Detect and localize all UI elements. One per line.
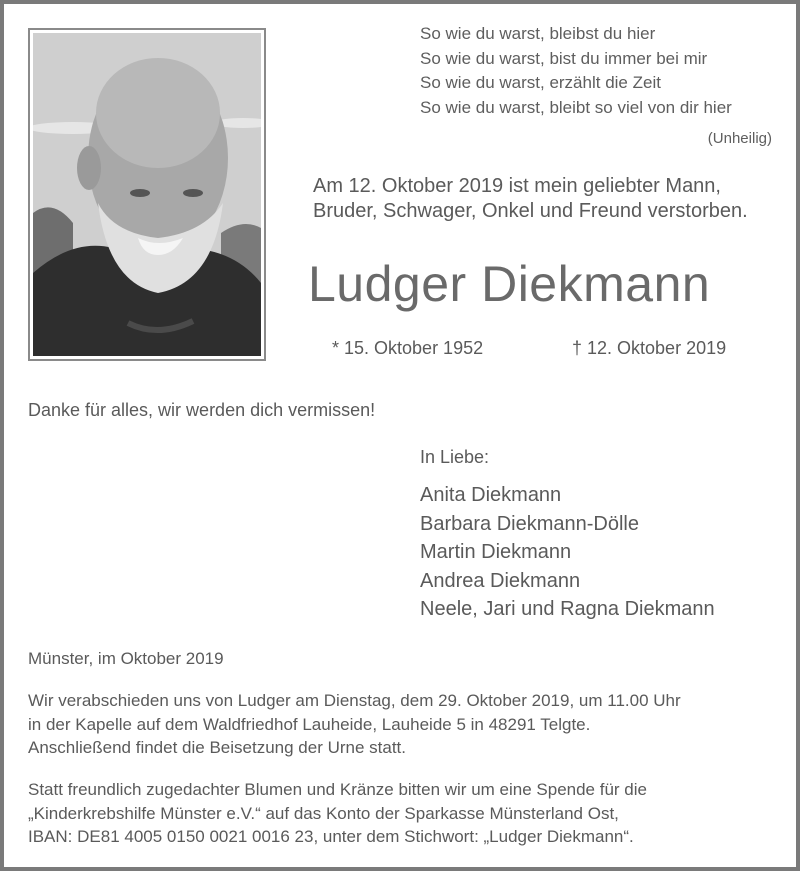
death-date: † 12. Oktober 2019 [572, 338, 727, 358]
mourners-heading: In Liebe: [420, 447, 490, 467]
poem-quote [420, 22, 732, 120]
poem-line: So wie du warst, erzählt die Zeit [420, 73, 661, 92]
mourner-name: Anita Diekmann [420, 484, 562, 506]
mourner-name: Andrea Diekmann [420, 569, 581, 592]
poem-line: So wie du warst, bleibt so viel von dir hier [420, 97, 732, 117]
mourner-name: Barbara Diekmann-Dölle [420, 512, 639, 535]
mourner-name: Martin Diekmann [420, 541, 572, 563]
mourner-name: Neele, Jari und Ragna Diekmann [420, 598, 715, 620]
deceased-name: Ludger Diekmann [308, 256, 711, 312]
announcement-line: Am 12. Oktober 2019 ist mein geliebter Mann, [313, 175, 721, 197]
place-date: Münster, im Oktober 2019 [28, 649, 224, 668]
poem-line: So wie du warst, bist du immer bei mir [420, 48, 708, 68]
portrait-image-icon [33, 33, 261, 356]
mourners-list [420, 481, 715, 624]
birth-date: * 15. Oktober 1952 [332, 338, 484, 358]
donation-request [28, 778, 647, 849]
funeral-line: Anschließend findet die Beisetzung der Urne statt. [28, 738, 406, 757]
donation-line: „Kinderkrebshilfe Münster e.V.“ auf das Konto der Sparkasse Münsterland Ost, [28, 803, 619, 823]
funeral-details [28, 689, 681, 760]
poem-author: (Unheilig) [707, 130, 772, 147]
poem-line: So wie du warst, bleibst du hier [420, 24, 656, 43]
death-announcement [313, 174, 748, 224]
portrait-frame [28, 28, 266, 361]
thanks-message: Danke für alles, wir werden dich vermissen! [28, 400, 376, 420]
funeral-line: Wir verabschieden uns von Ludger am Dienstag, dem 29. Oktober 2019, um 11.00 Uhr [28, 691, 681, 710]
funeral-line: in der Kapelle auf dem Waldfriedhof Lauheide, Lauheide 5 in 48291 Telgte. [28, 714, 591, 734]
donation-line: IBAN: DE81 4005 0150 0021 0016 23, unter dem Stichwort: „Ludger Diekmann“. [28, 827, 634, 846]
donation-line: Statt freundlich zugedachter Blumen und Kränze bitten wir um eine Spende für die [28, 780, 647, 799]
portrait-photo [33, 33, 261, 356]
announcement-line: Bruder, Schwager, Onkel und Freund verstorben. [313, 200, 748, 222]
